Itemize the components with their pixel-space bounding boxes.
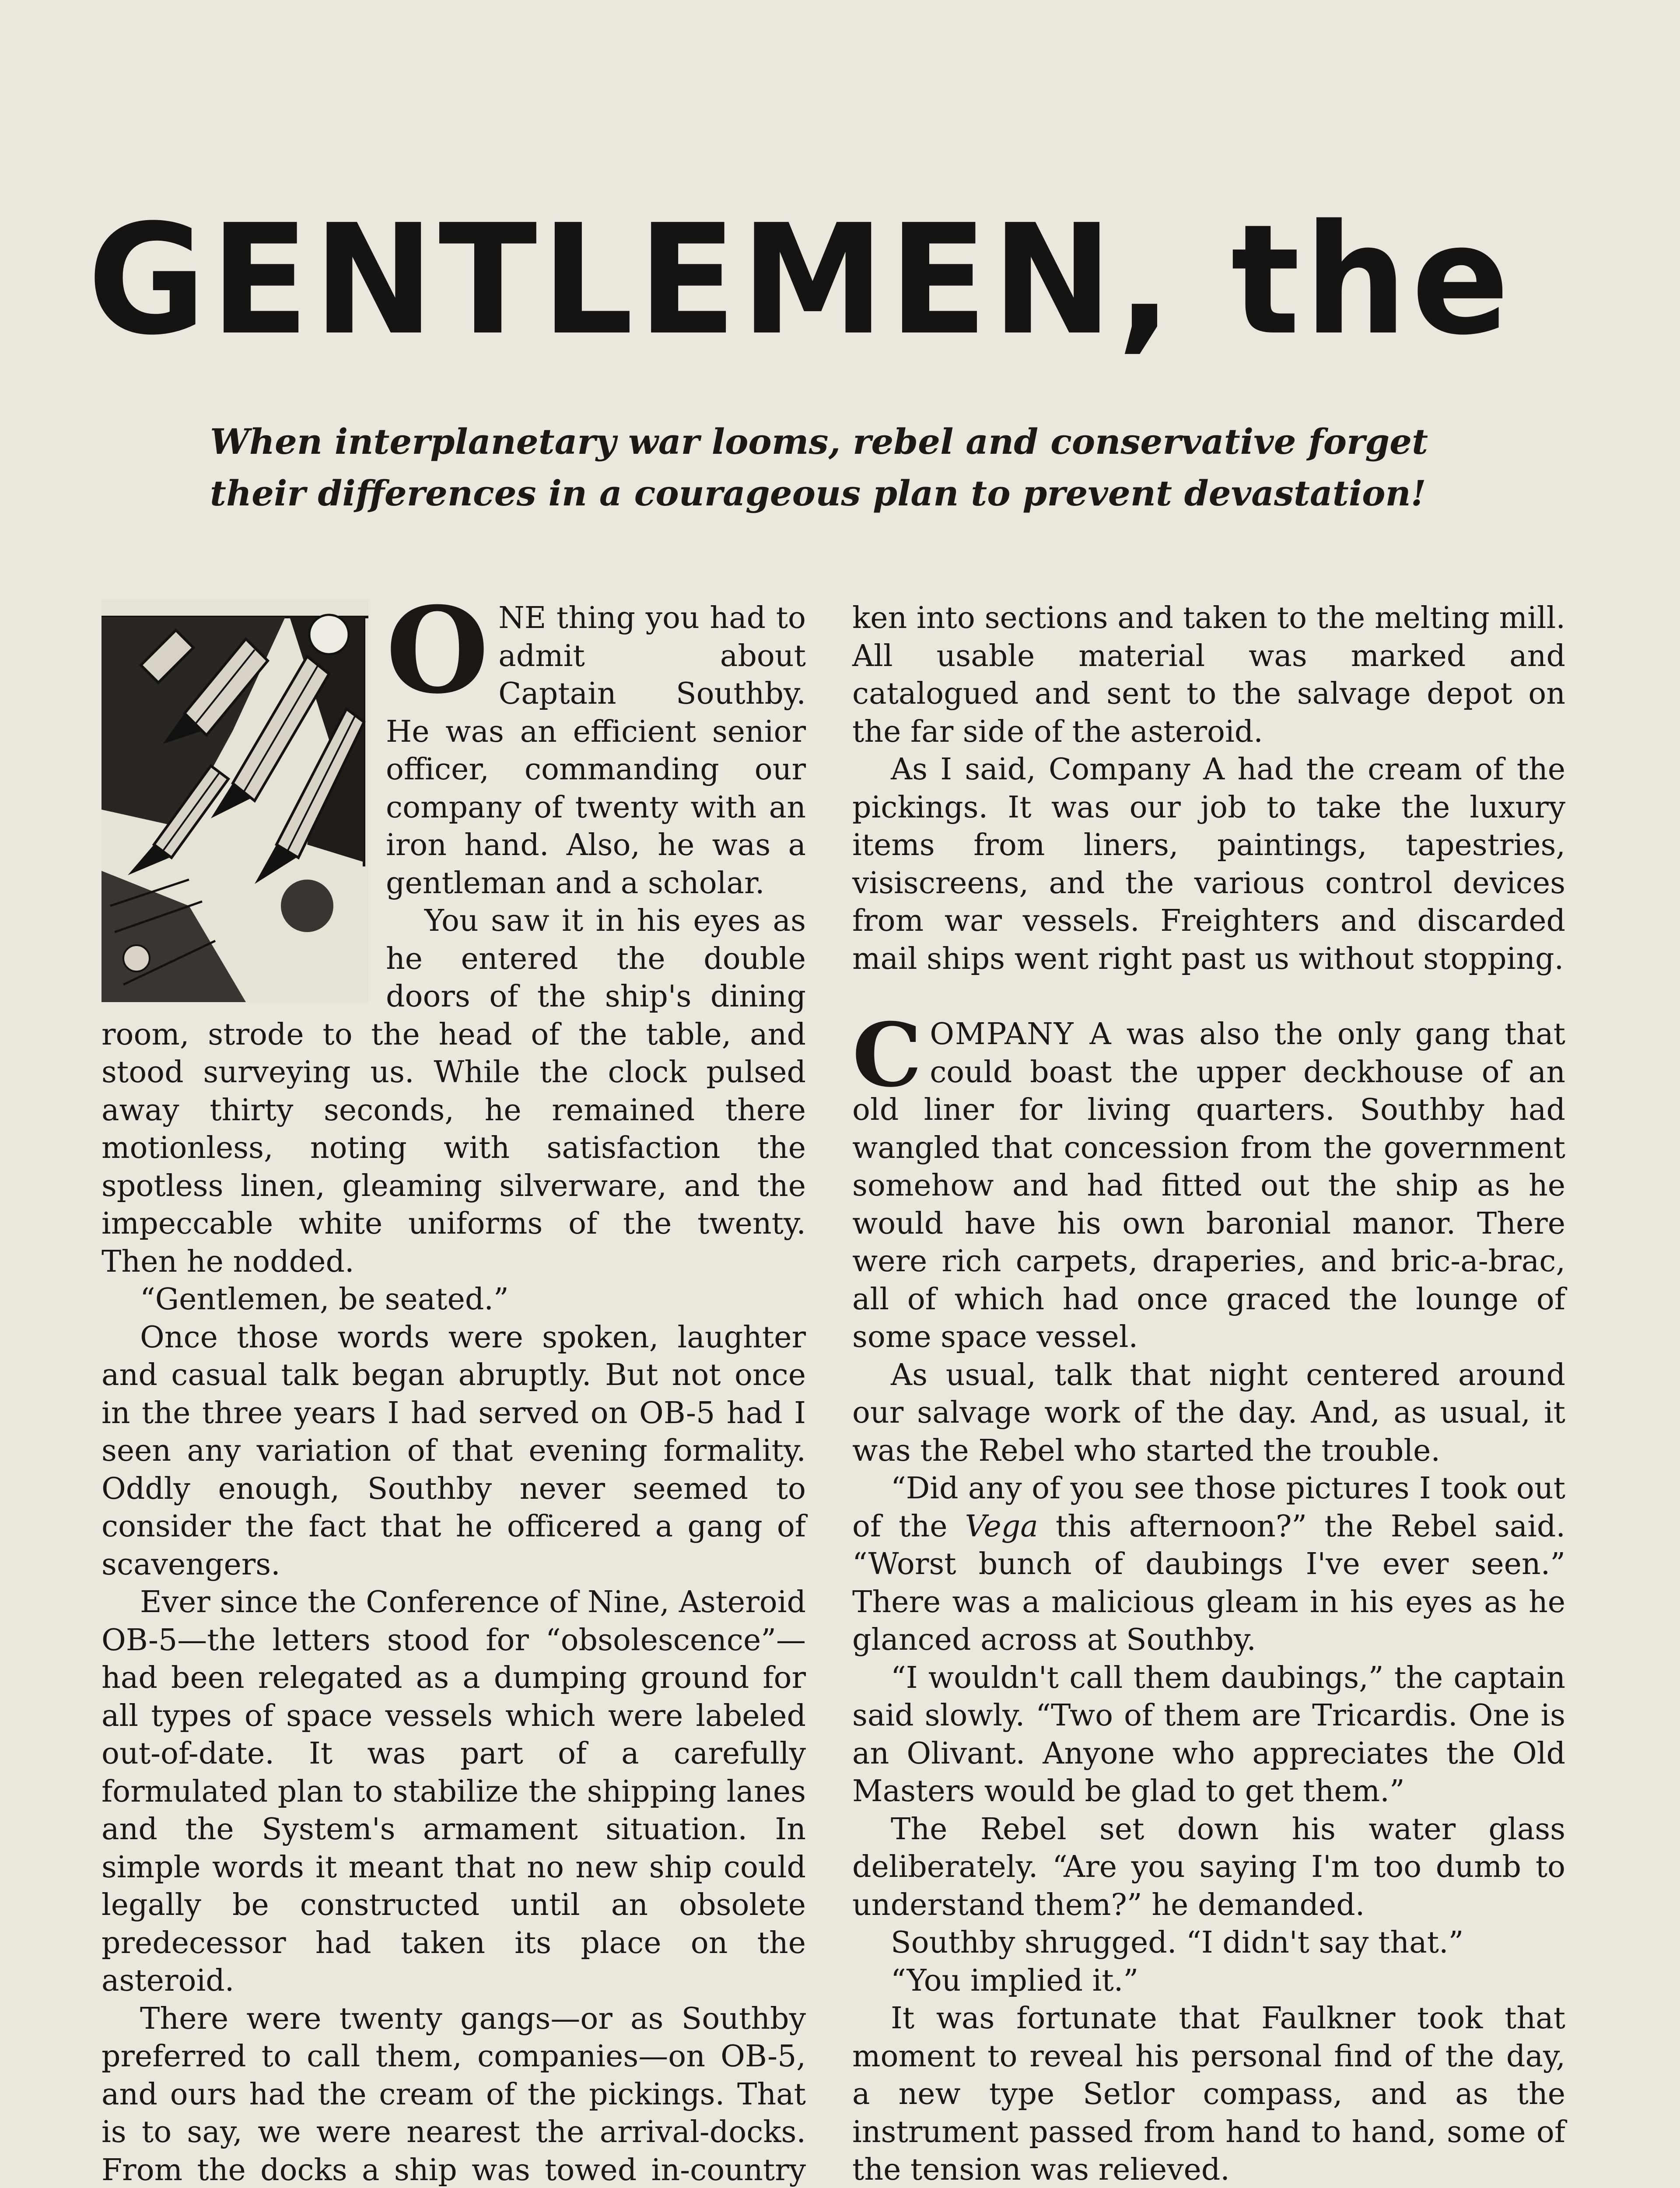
paragraph-7: ken into sections and taken to the melting mill. All usable material was marked and catalogued and sent to the salvage depot on the far side of the asteroid. [852, 601, 1565, 749]
paragraph-13: The Rebel set down his water glass deliberately. “Are you saying I'm too dumb to understand them?” he demanded. [852, 1812, 1565, 1922]
drop-cap-o: O [386, 581, 489, 720]
paragraph-14: Southby shrugged. “I didn't say that.” [891, 1925, 1464, 1960]
left-column [102, 581, 806, 2188]
paragraph-11-end: this afternoon?” the Rebel said. “Worst bunch of daubings I've ever seen.” There was a malicious gleam in his eyes as he glanced across at Southby. [852, 1509, 1566, 1657]
paragraph-11 [852, 1470, 1565, 1659]
paragraph-9-text: was also the only gang that could boast the upper deckhouse of an old liner for living quarters. Southby had wangled that concession from the government somehow and had fitted out the ship as he would have his own baronial manor. There were rich carpets, draperies, and bric-a-brac, all of which had once graced the lounge of some space vessel. [852, 1017, 1565, 1354]
drop-cap-c: C [852, 1004, 922, 1107]
paragraph-9 [852, 1004, 1565, 1357]
paragraph-4: Once those words were spoken, laughter and casual talk began abruptly. But not once in the three years I had served on OB-5 had I seen any variation of that evening formality. Oddly enough, Southby never seemed to consider the fact that he officered a gang of scavengers. [102, 1320, 806, 1582]
paragraph-12: “I wouldn't call them daubings,” the captain said slowly. “Two of them are Tricardis. One is an Olivant. Anyone who appreciates the Old Masters would be glad to get them.” [852, 1660, 1565, 1809]
paragraph-15: “You implied it.” [891, 1963, 1139, 1998]
section-break [852, 978, 1565, 1016]
ship-name: Vega [965, 1509, 1038, 1544]
right-column [852, 600, 1565, 2188]
paragraph-10: As usual, talk that night centered around our salvage work of the day. And, as usual, it was the Rebel who started the trouble. [852, 1357, 1565, 1468]
story-subtitle: When interplanetary war looms, rebel and conservative forget their differences in a courageous plan to prevent devastation! [210, 421, 1428, 514]
paragraph-3: “Gentlemen, be seated.” [140, 1282, 509, 1317]
paragraph-1-text: NE thing you had to admit about Captain Southby. He was an efficient senior officer, commanding our company of twenty with an iron hand. Also, he was a gentleman and a scholar. [386, 601, 806, 901]
story-title: GENTLEMEN, the [88, 192, 1514, 368]
paragraph-5: Ever since the Conference of Nine, Asteroid OB-5—the letters stood for “obsolescence”—had been relegated as a dumping ground for all types of space vessels which were labeled out-of-date. It was part of a carefully formulated plan to stabilize the shipping lanes and the System's armament situation. In simple words it meant that no new ship could legally be constructed until an obsolete predecessor had taken its place on the asteroid. [102, 1585, 806, 1998]
spaceship-illustration [102, 600, 368, 1002]
paragraph-2: You saw it in his eyes as he entered the double doors of the ship's dining room, strode to the head of the table, and stood surveying us. While the clock pulsed away thirty seconds, he remained there motionless, noting with satisfaction the spotless linen, gleaming silverware, and the impeccable white uniforms of the twenty. Then he nodded. [102, 904, 806, 1279]
paragraph-16: It was fortunate that Faulkner took that moment to reveal his personal find of the day, a new type Setlor compass, and as the instrument passed from hand to hand, some of the tension was relieved. [852, 2001, 1565, 2187]
paragraph-8: As I said, Company A had the cream of the pickings. It was our job to take the luxury items from liners, paintings, tapestries, visiscreens, and the various control devices from war vessels. Freighters and discarded mail ships went right past us without stopping. [852, 752, 1565, 976]
paragraph-11-start: “Did any of you see those pictures I took out of the [852, 1471, 1565, 1544]
paragraph-6: There were twenty gangs—or as Southby preferred to call them, companies—on OB-5, and ours had the cream of the pickings. That is to say, we were nearest the arrival-docks. From the docks a ship was towed in-country [102, 2001, 806, 2188]
small-caps-lead: OMPANY A [930, 1017, 1112, 1052]
